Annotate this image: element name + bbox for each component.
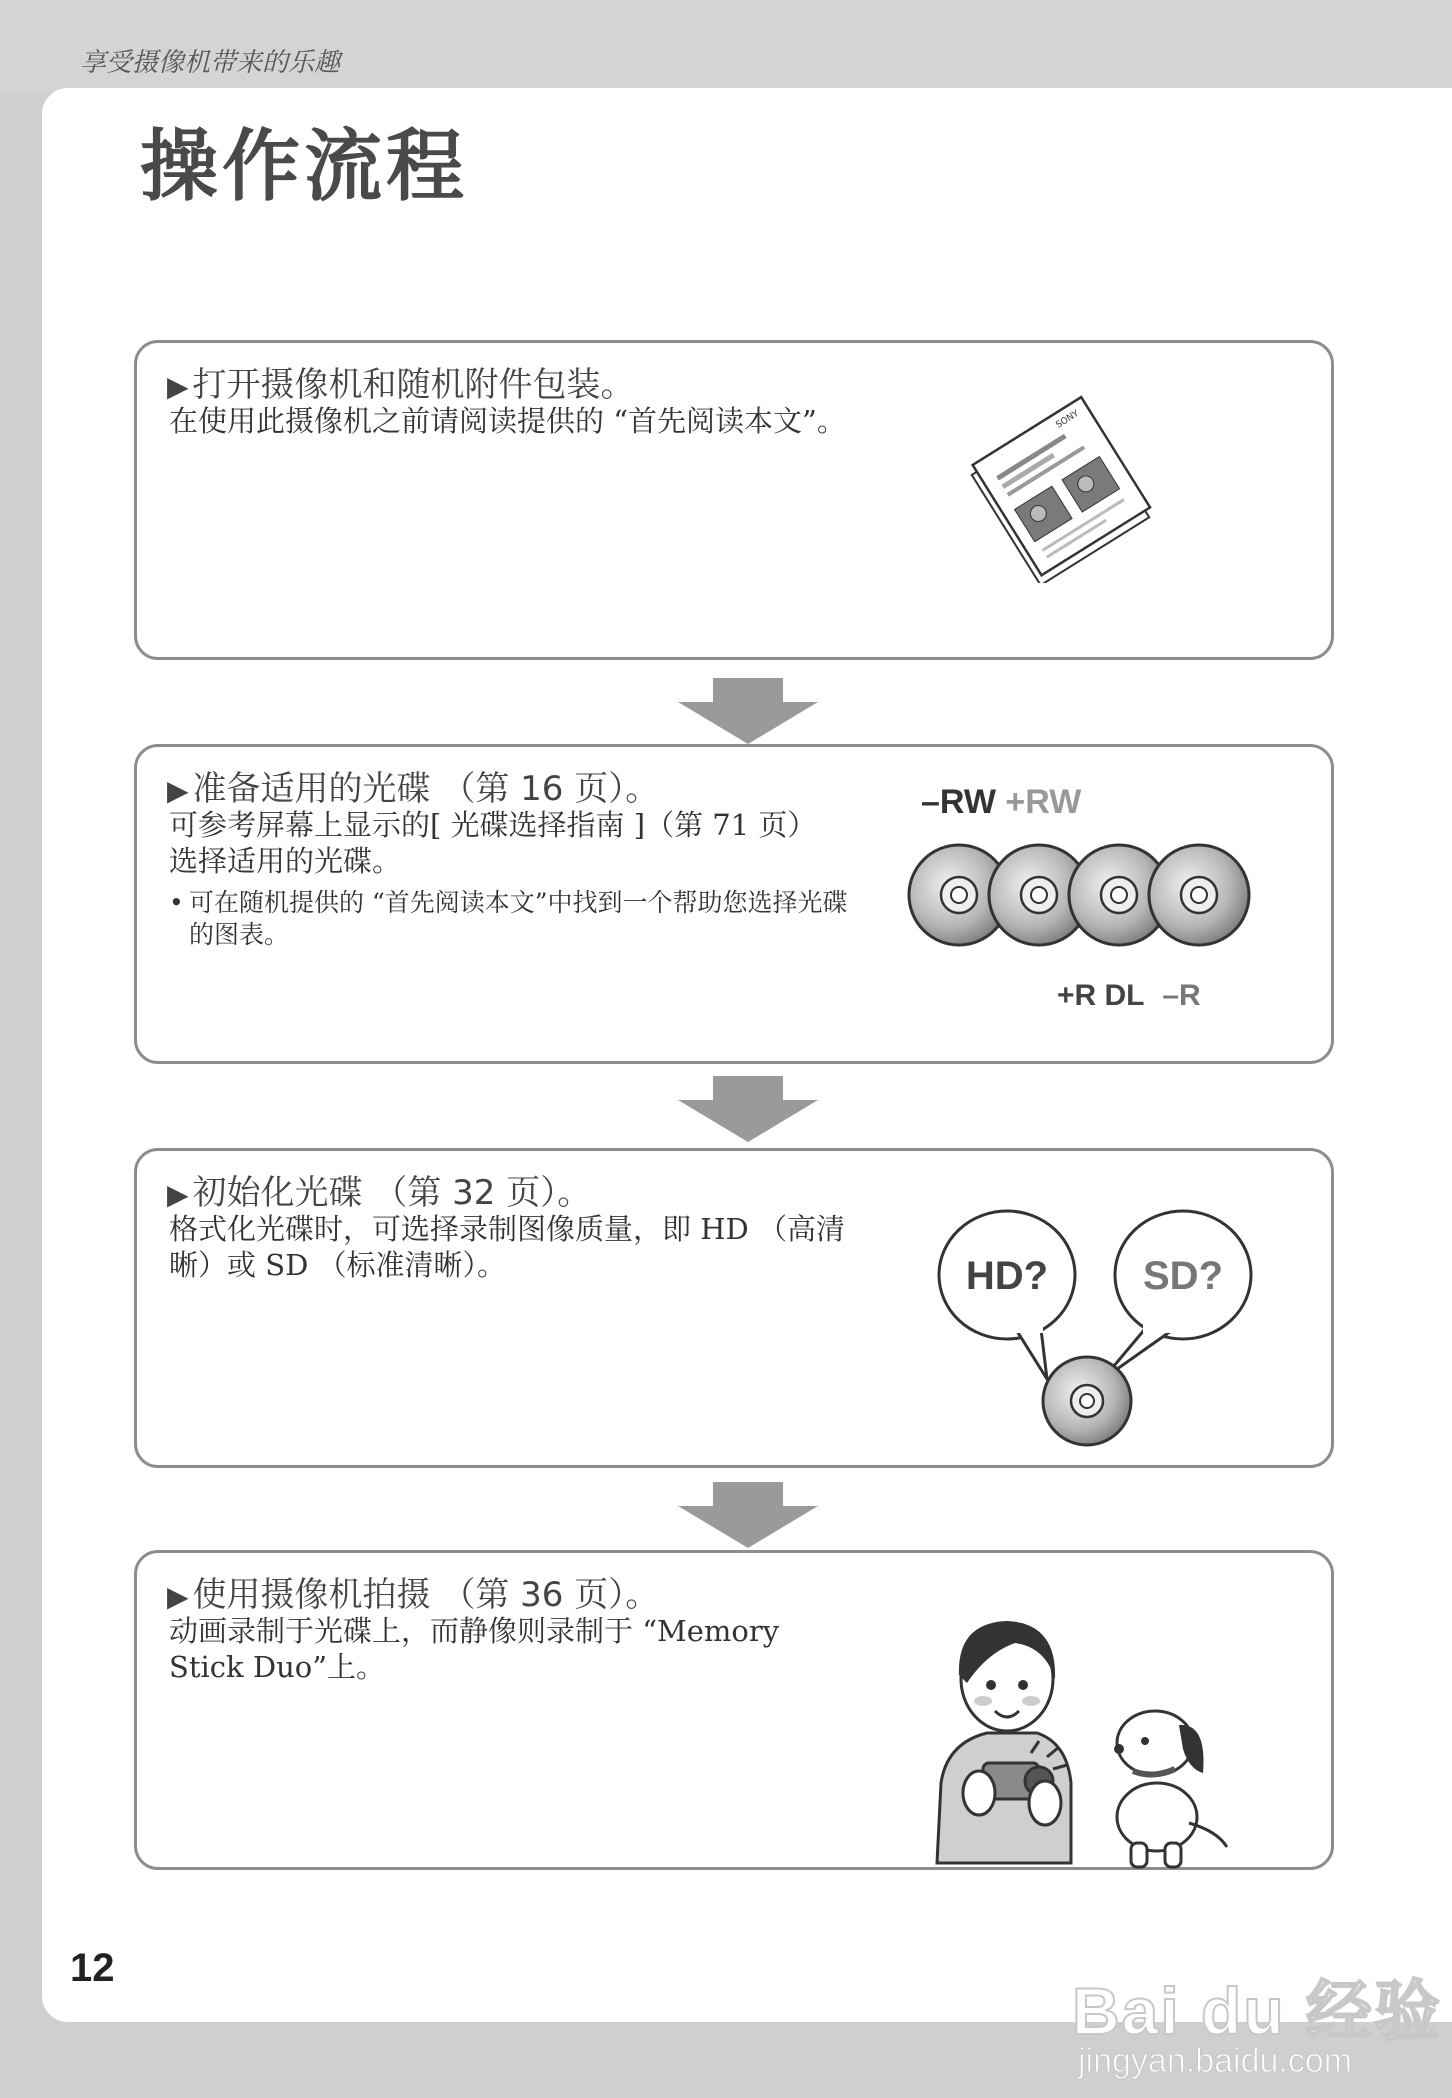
step-2-body: 可参考屏幕上显示的[ 光碟选择指南 ]（第 71 页）选择适用的光碟。 [169, 808, 817, 878]
triangle-bullet-icon: ▶ [167, 1178, 189, 1211]
watermark-logo: Bai du 经验 [1072, 1974, 1443, 2048]
step-2-note-text: 可在随机提供的 “首先阅读本文”中找到一个帮助您选择光碟的图表。 [189, 888, 848, 949]
watermark [1072, 1958, 1443, 2098]
triangle-bullet-icon: ▶ [167, 1580, 189, 1613]
hd-sd-choice-illustration [937, 1191, 1277, 1461]
disc-label-minus-rw: –RW [921, 783, 996, 821]
watermark-url: jingyan.baidu.com [1078, 2042, 1353, 2080]
down-arrow-icon [678, 678, 818, 744]
page-number: 12 [70, 1946, 115, 1990]
disc-label-plus-r-dl: +R DL [1057, 979, 1144, 1012]
person-icon [937, 1621, 1071, 1863]
step-4-box [134, 1550, 1334, 1870]
page [42, 88, 1452, 2080]
booklet-brand: SONY [1054, 408, 1081, 431]
step-1-heading-text: 打开摄像机和随机附件包装。 [192, 365, 635, 405]
step-2-heading-text: 准备适用的光碟 （第 16 页）。 [192, 769, 660, 809]
disc-label-minus-r: –R [1162, 979, 1201, 1012]
triangle-bullet-icon: ▶ [167, 370, 189, 403]
manual-booklet-icon [957, 383, 1157, 583]
step-1-box [134, 340, 1334, 660]
speech-bubble-sd [1103, 1211, 1251, 1379]
step-2-box [134, 744, 1334, 1064]
down-arrow-icon [678, 1076, 818, 1142]
speech-bubble-hd [939, 1211, 1075, 1379]
step-3-box [134, 1148, 1334, 1468]
step-1-heading [167, 357, 635, 406]
step-2-heading [167, 761, 659, 810]
step-3-heading [167, 1165, 591, 1214]
disc-stack-icon [907, 833, 1267, 963]
disc-types-illustration [907, 783, 1267, 1023]
step-3-heading-text: 初始化光碟 （第 32 页）。 [192, 1173, 592, 1213]
disc-icon [1043, 1357, 1131, 1445]
step-3-body: 格式化光碟时，可选择录制图像质量，即 HD （高清晰）或 SD （标准清晰）。 [169, 1212, 845, 1282]
bubble-hd-text: HD? [965, 1254, 1049, 1298]
step-2-note [169, 887, 869, 951]
step-4-body: 动画录制于光碟上，而静像则录制于 “Memory Stick Duo”上。 [169, 1614, 780, 1684]
note-bullet: • [169, 888, 184, 917]
step-4-heading-text: 使用摄像机拍摄 （第 36 页）。 [192, 1575, 660, 1615]
step-4-heading [167, 1567, 659, 1616]
person-filming-dog-illustration [927, 1593, 1247, 1873]
section-title: 享受摄像机带来的乐趣 [80, 48, 341, 78]
disc-label-plus-rw: +RW [1005, 783, 1082, 821]
bubble-sd-text: SD? [1143, 1254, 1223, 1298]
dog-icon [1114, 1711, 1227, 1867]
step-1-body: 在使用此摄像机之前请阅读提供的 “首先阅读本文”。 [169, 404, 846, 438]
triangle-bullet-icon: ▶ [167, 774, 189, 807]
page-title: 操作流程 [140, 122, 469, 212]
down-arrow-icon [678, 1482, 818, 1548]
